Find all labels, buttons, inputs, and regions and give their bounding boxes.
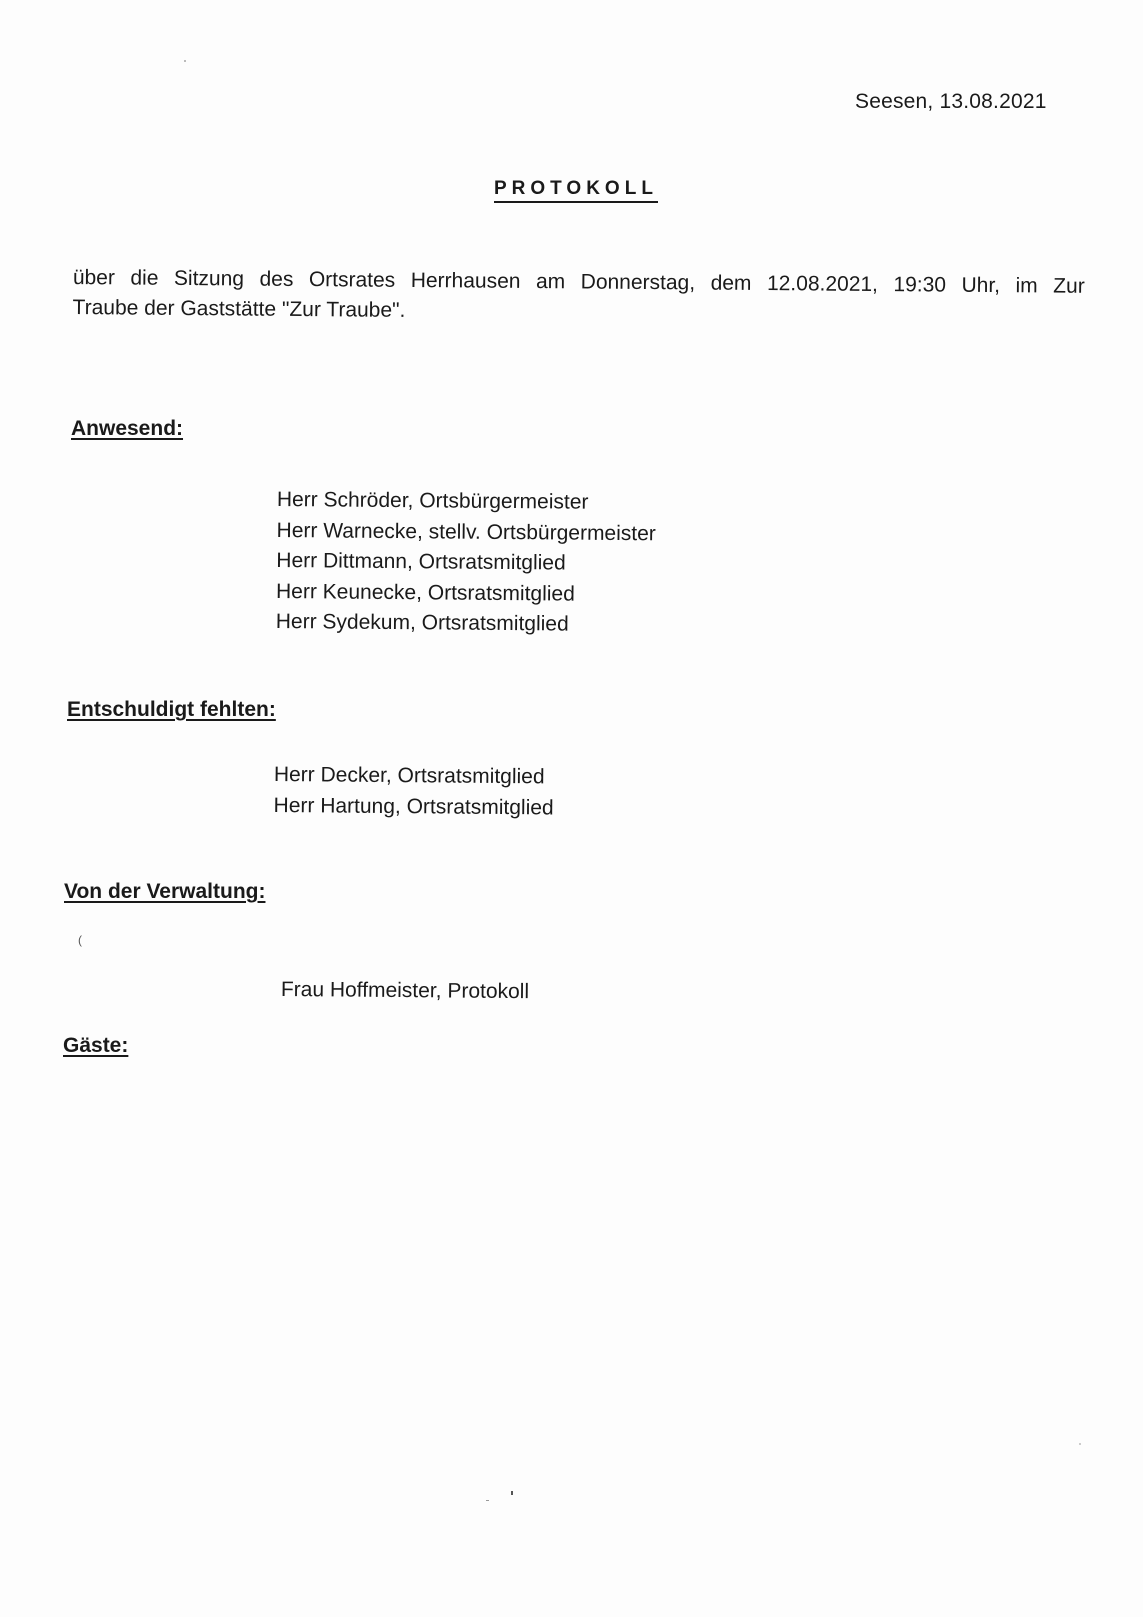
- intro-word: des: [259, 267, 294, 291]
- excused-entry: Herr Hartung, Ortsratsmitglied: [273, 793, 554, 819]
- attendees-list: [276, 485, 657, 641]
- intro-word: Ortsrates: [308, 268, 396, 292]
- scan-dust-speck: [486, 1500, 489, 1501]
- heading-verwaltung: Von der Verwaltung:: [64, 880, 266, 903]
- intro-word: am: [535, 270, 566, 294]
- intro-word: die: [130, 266, 159, 290]
- scan-dust-speck: [184, 60, 186, 62]
- intro-word: im: [1015, 274, 1038, 298]
- intro-word: 12.08.2021,: [766, 272, 879, 297]
- heading-anwesend: Anwesend:: [71, 417, 184, 440]
- administration-entry: Frau Hoffmeister, Protokoll: [280, 977, 530, 1004]
- attendee-entry: Herr Warnecke, stellv. Ortsbürgermeister: [276, 518, 656, 545]
- intro-word: 19:30: [893, 273, 947, 297]
- document-title: PROTOKOLL: [494, 178, 658, 203]
- attendee-entry: Herr Schröder, Ortsbürgermeister: [276, 487, 589, 514]
- intro-line-2: Traube der Gaststätte "Zur Traube".: [72, 295, 406, 322]
- scan-dust-speck: [511, 1491, 513, 1495]
- intro-word: dem: [710, 271, 752, 295]
- heading-entschuldigt: Entschuldigt fehlten:: [67, 698, 276, 721]
- intro-word: Donnerstag,: [580, 270, 696, 295]
- attendee-entry: Herr Dittmann, Ortsratsmitglied: [276, 548, 566, 575]
- intro-word: über: [72, 265, 116, 290]
- intro-word: Zur: [1053, 274, 1085, 298]
- attendee-entry: Herr Keunecke, Ortsratsmitglied: [275, 579, 575, 606]
- intro-word: Herrhausen: [410, 268, 521, 293]
- intro-paragraph: [72, 263, 1084, 332]
- administration-list: [281, 975, 529, 1008]
- scan-bracket-mark: (: [78, 933, 82, 947]
- excused-list: [273, 760, 554, 823]
- scan-dust-speck: [1079, 1443, 1081, 1445]
- place-date: Seesen, 13.08.2021: [855, 90, 1047, 113]
- attendee-entry: Herr Sydekum, Ortsratsmitglied: [275, 609, 569, 636]
- intro-word: Sitzung: [173, 266, 245, 291]
- excused-entry: Herr Decker, Ortsratsmitglied: [273, 762, 545, 789]
- intro-word: Uhr,: [961, 273, 1001, 298]
- heading-gaeste: Gäste:: [63, 1034, 129, 1057]
